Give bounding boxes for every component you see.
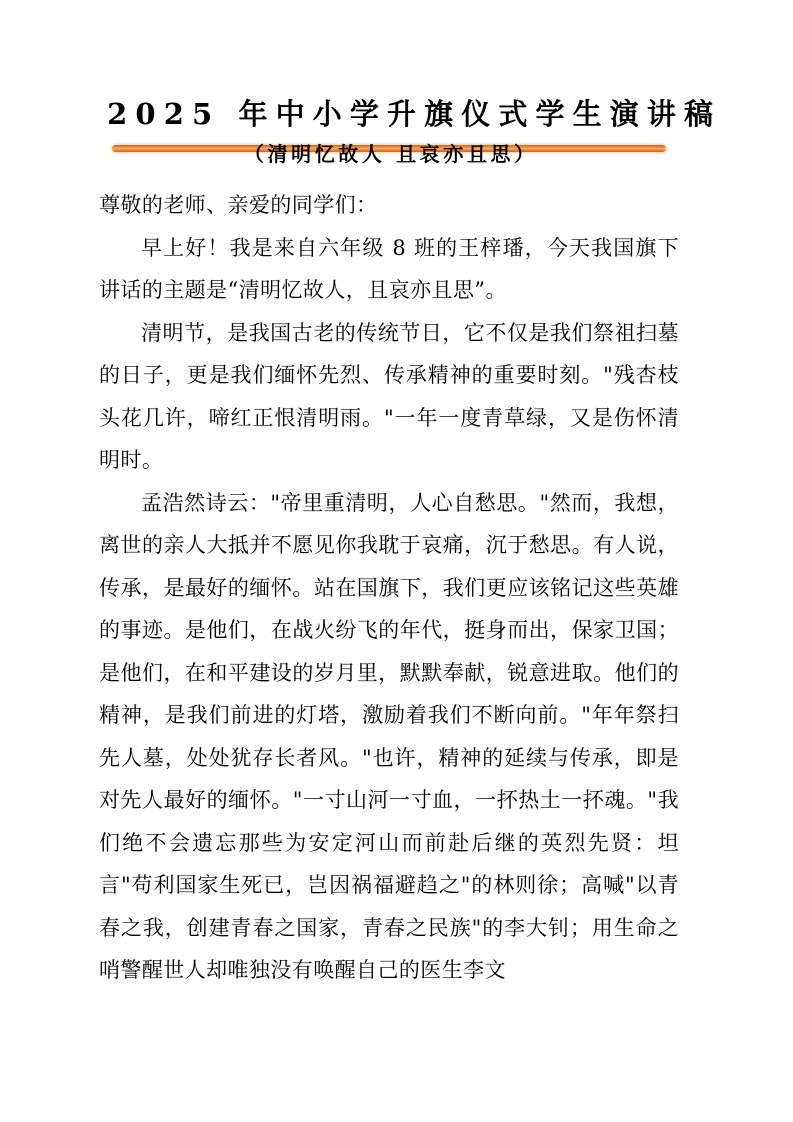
document-subtitle: （清明忆故人 且哀亦且思） — [243, 142, 538, 166]
paragraph-heroes-remembrance: 孟浩然诗云："帝里重清明，人心自愁思。"然而，我想，离世的亲人大抵并不愿见你我耽于哀痛，沉于愁思。有人说，传承，是最好的缅怀。站在国旗下，我们更应该铭记这些英雄的事迹。是他们，在战火纷飞的年代，挺身而出，保家卫国；是他们，在和平建设的岁月里，默默奉献，锐意进取。他们的精神，是我们前进的灯塔，激励着我们不断向前。"年年祭扫先人墓，处处犹存长者风。"也许，精神的延续与传承，即是对先人最好的缅怀。"一寸山河一寸血，一抔热土一抔魂。"我们绝不会遗忘那些为安定河山而前赴后继的英烈先贤：坦言"苟利国家生死已，岂因祸福避趋之"的林则徐；高喊"以青春之我，创建青春之国家，青春之民族"的李大钊；用生命之哨警醒世人却唯独没有唤醒自己的医生李文 — [99, 490, 679, 982]
document-content — [99, 96, 722, 992]
paragraph-qingming-intro: 清明节，是我国古老的传统节日，它不仅是我们祭祖扫墓的日子，更是我们缅怀先烈、传承精神的重要时刻。"残杏枝头花几许，啼红正恨清明雨。"一年一度青草绿，又是伤怀清明时。 — [99, 320, 679, 472]
paragraph-greeting: 早上好！我是来自六年级 8 班的王梓璠，今天我国旗下讲话的主题是“清明忆故人，且哀亦且思”。 — [99, 235, 679, 302]
salutation-line: 尊敬的老师、亲爱的同学们： — [99, 193, 378, 217]
document-title: 2025 年中小学升旗仪式学生演讲稿 — [107, 97, 722, 131]
document-header — [99, 96, 722, 168]
speech-body — [99, 184, 679, 992]
